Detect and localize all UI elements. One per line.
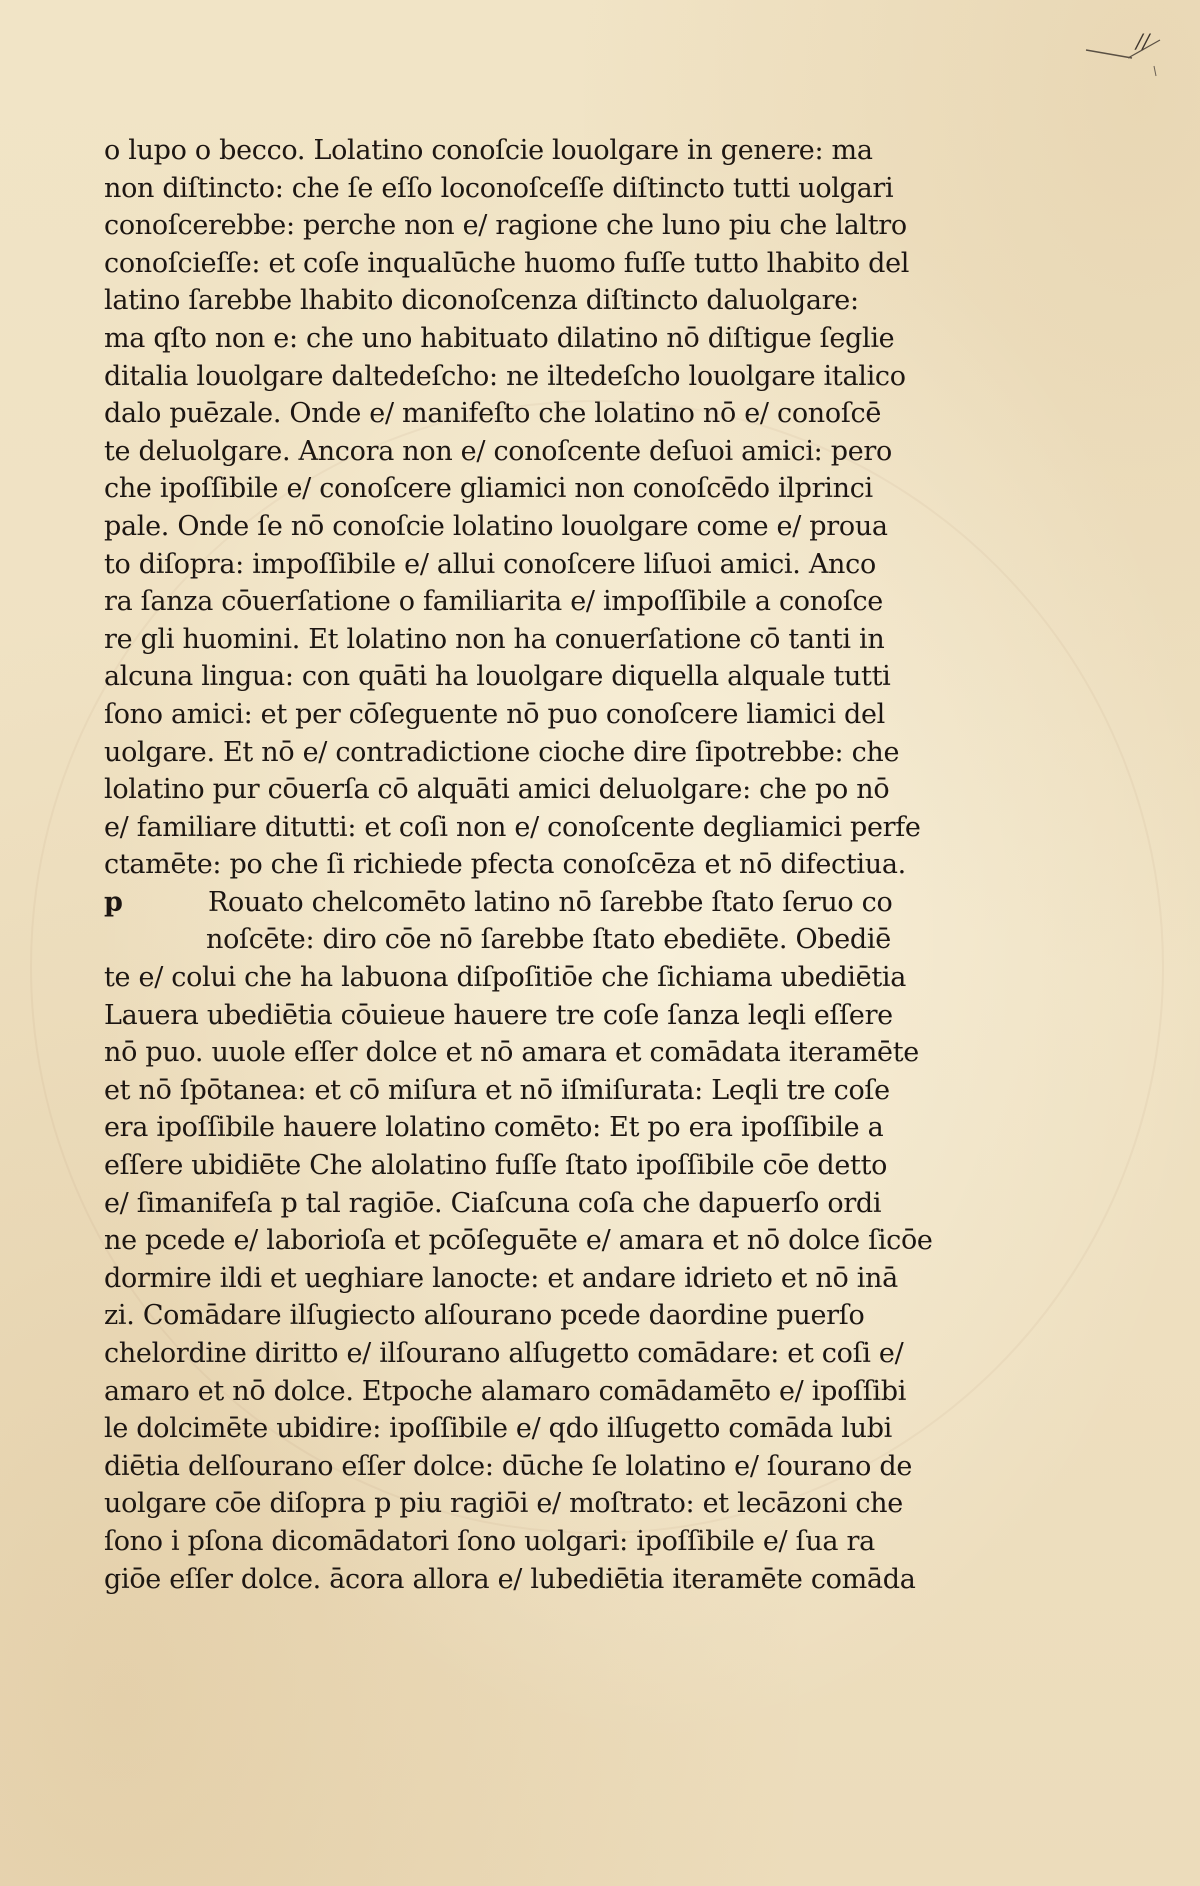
text-line — [104, 470, 1104, 508]
line-text: ſono amici: et per cōſeguente nō puo conoſcere liamici del — [104, 698, 885, 730]
text-line — [104, 546, 1104, 584]
text-line — [104, 734, 1104, 772]
text-line — [104, 696, 1104, 734]
line-text: eſſere ubidiēte Che alolatino fuſſe ſtato ipoſſibile cōe detto — [104, 1150, 888, 1182]
text-line — [104, 884, 1104, 922]
line-text: Rouato chelcomēto latino nō ſarebbe ſtato ſeruo co — [208, 886, 893, 918]
text-line — [104, 1561, 1104, 1599]
line-text: dormire ildi et ueghiare lanocte: et andare idrieto et nō inā — [104, 1262, 898, 1294]
text-line — [104, 1523, 1104, 1561]
line-text: conoſcieſſe: et coſe inqualūche huomo fuſſe tutto lhabito del — [104, 247, 910, 279]
text-line — [104, 771, 1104, 809]
line-text: te e/ colui che ha labuona diſpoſitiōe che ſichiama ubediētia — [104, 962, 906, 994]
line-text: latino ſarebbe lhabito diconoſcenza diſtincto daluolgare: — [104, 285, 859, 317]
corner-pencil-mark — [1084, 28, 1164, 88]
text-line — [104, 1222, 1104, 1260]
svg-text://: // — [1136, 29, 1150, 53]
text-line — [104, 1297, 1104, 1335]
line-text: zi. Comādare ilſugiecto alſourano pcede daordine puerſo — [104, 1300, 865, 1332]
line-text: alcuna lingua: con quāti ha louolgare diquella alquale tutti — [104, 661, 891, 693]
text-line — [104, 621, 1104, 659]
line-text: conoſcerebbe: perche non e/ ragione che luno piu che laltro — [104, 210, 907, 242]
line-text: che ipoſſibile e/ conoſcere gliamici non conoſcēdo ilprinci — [104, 473, 873, 505]
text-line — [104, 395, 1104, 433]
line-text: uolgare. Et nō e/ contradictione cioche dire ſipotrebbe: che — [104, 736, 900, 768]
text-line — [104, 320, 1104, 358]
text-line — [104, 1185, 1104, 1223]
text-line — [104, 282, 1104, 320]
line-text: o lupo o becco. Lolatino conoſcie louolgare in genere: ma — [104, 135, 873, 166]
line-text: ctamēte: po che ſi richiede pfecta conoſcēza et nō difectiua. — [104, 849, 906, 881]
line-text: ra ſanza cōuerſatione o familiarita e/ impoſſibile a conoſce — [104, 586, 883, 618]
line-text: pale. Onde ſe nō conoſcie lolatino louolgare come e/ proua — [104, 510, 888, 542]
guide-letter: p — [104, 886, 123, 918]
text-line — [104, 583, 1104, 621]
line-text: Lauera ubediētia cōuieue hauere tre coſe ſanza leqli eſſere — [104, 999, 893, 1031]
text-line — [104, 921, 1104, 959]
line-text: te deluolgare. Ancora non e/ conoſcente deſuoi amici: pero — [104, 435, 892, 467]
text-line — [104, 1335, 1104, 1373]
line-text: e/ ſimanifeſa p tal ragiōe. Ciaſcuna coſa che dapuerſo ordi — [104, 1187, 882, 1219]
text-line — [104, 809, 1104, 847]
text-line — [104, 207, 1104, 245]
line-text: e/ familiare ditutti: et coſi non e/ conoſcente degliamici perfe — [104, 811, 921, 843]
line-text: giōe eſſer dolce. ācora allora e/ lubediētia iteramēte comāda — [104, 1563, 916, 1595]
body-text — [104, 132, 1104, 1595]
text-line — [104, 1072, 1104, 1110]
text-line — [104, 132, 1104, 170]
line-text: amaro et nō dolce. Etpoche alamaro comādamēto e/ ipoſſibi — [104, 1375, 907, 1407]
text-line — [104, 1485, 1104, 1523]
line-text: nō puo. uuole eſſer dolce et nō amara et comādata iteramēte — [104, 1037, 919, 1069]
text-line — [104, 959, 1104, 997]
text-line — [104, 1410, 1104, 1448]
line-text: ne pcede e/ laborioſa et pcōſeguēte e/ amara et nō dolce ſicōe — [104, 1225, 933, 1257]
text-line — [104, 1034, 1104, 1072]
text-line — [104, 433, 1104, 471]
text-line — [104, 997, 1104, 1035]
line-text: le dolcimēte ubidire: ipoſſibile e/ qdo ilſugetto comāda lubi — [104, 1413, 893, 1445]
line-text: diētia delſourano eſſer dolce: dūche ſe lolatino e/ ſourano de — [104, 1450, 913, 1482]
line-text: non diſtincto: che ſe eſſo loconoſceſſe diſtincto tutti uolgari — [104, 172, 894, 204]
line-text: ditalia louolgare daltedeſcho: ne iltedeſcho louolgare italico — [104, 360, 906, 392]
text-line — [104, 1109, 1104, 1147]
line-text: uolgare cōe diſopra p piu ragiōi e/ moſtrato: et lecāzoni che — [104, 1488, 903, 1520]
text-line — [104, 1147, 1104, 1185]
line-text: era ipoſſibile hauere lolatino comēto: Et po era ipoſſibile a — [104, 1112, 884, 1144]
text-line — [104, 846, 1104, 884]
line-text: ſono i pſona dicomādatori ſono uolgari: ipoſſibile e/ ſua ra — [104, 1525, 875, 1557]
text-line — [104, 170, 1104, 208]
line-text: et nō ſpōtanea: et cō miſura et nō iſmiſurata: Leqli tre coſe — [104, 1074, 890, 1106]
line-text: chelordine diritto e/ ilſourano alſugetto comādare: et coſi e/ — [104, 1338, 904, 1369]
line-text: ma qſto non e: che uno habituato dilatino nō diſtigue ſeglie — [104, 322, 895, 354]
line-text: to diſopra: impoſſibile e/ allui conoſcere liſuoi amici. Anco — [104, 548, 876, 580]
line-text: re gli huomini. Et lolatino non ha conuerſatione cō tanti in — [104, 623, 885, 655]
text-line — [104, 508, 1104, 546]
line-text: noſcēte: diro cōe nō ſarebbe ſtato ebediēte. Obediē — [206, 924, 891, 956]
text-line — [104, 245, 1104, 283]
text-line — [104, 1260, 1104, 1298]
text-line — [104, 658, 1104, 696]
line-text: dalo puēzale. Onde e/ manifeſto che lolatino nō e/ conoſcē — [104, 398, 882, 430]
text-line — [104, 1448, 1104, 1486]
line-text: lolatino pur cōuerſa cō alquāti amici deluolgare: che po nō — [104, 774, 890, 806]
text-line — [104, 358, 1104, 396]
text-line — [104, 1373, 1104, 1411]
